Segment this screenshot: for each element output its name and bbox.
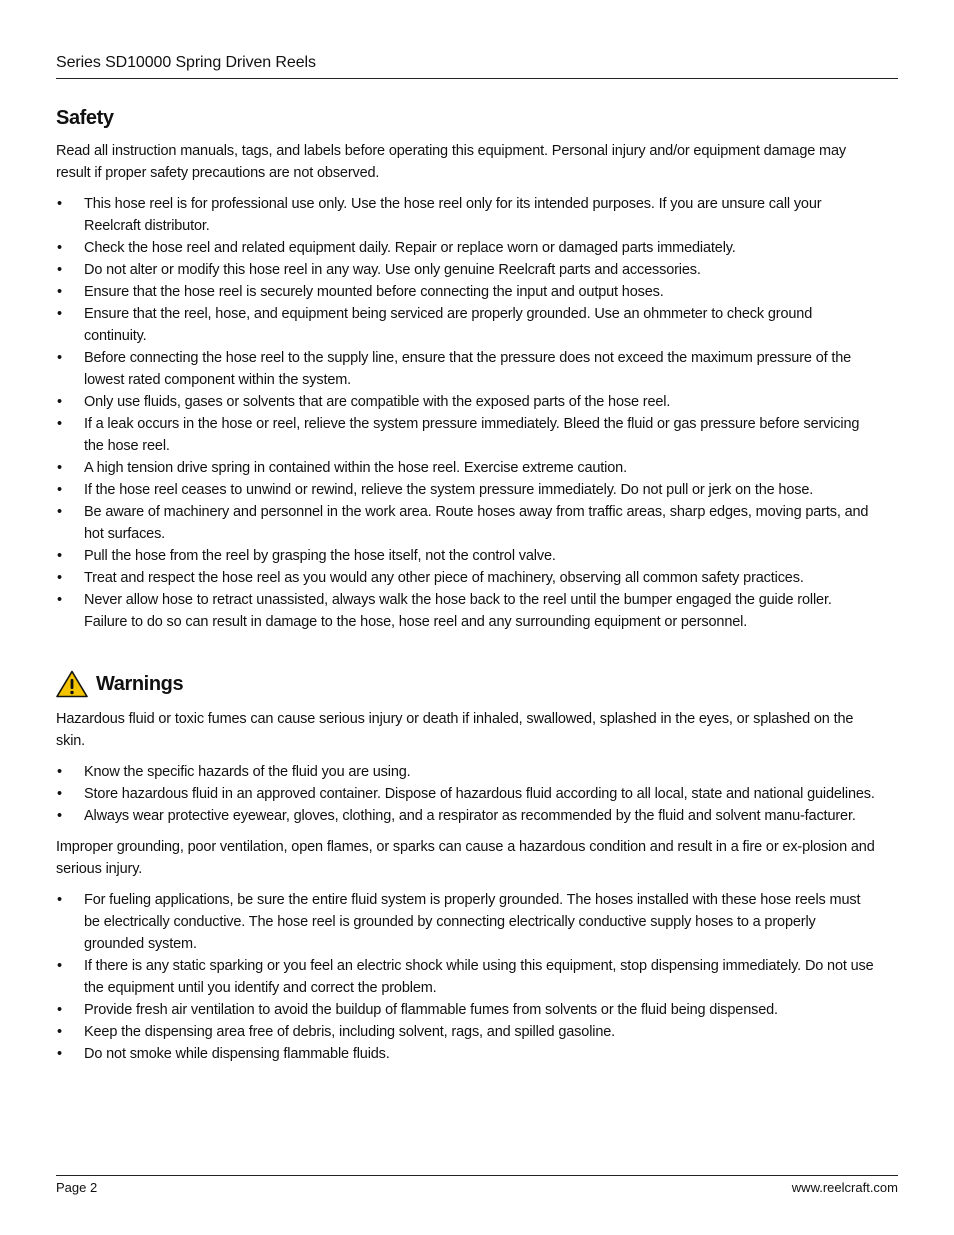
list-item [56, 1043, 876, 1065]
list-item-text: Treat and respect the hose reel as you would any other piece of machinery, observing all common safety practices. [84, 570, 804, 586]
list-item-text: Ensure that the hose reel is securely mounted before connecting the input and output hoses. [84, 284, 664, 300]
safety-intro: Read all instruction manuals, tags, and labels before operating this equipment. Personal injury and/or equipment damage may result if proper safety precautions are not observed. [56, 143, 846, 181]
bullet-icon: • [57, 1002, 62, 1018]
bullet-icon: • [57, 460, 62, 476]
warnings-heading-row [56, 670, 876, 698]
list-item-text: Never allow hose to retract unassisted, always walk the hose back to the reel until the bumper engaged the guide roller. Failure to do so can result in damage to the hose, hose reel and any surrounding equipment or personnel. [84, 592, 832, 630]
list-item [56, 999, 876, 1021]
list-item-text: Pull the hose from the reel by grasping the hose itself, not the control valve. [84, 548, 556, 564]
bullet-icon: • [57, 548, 62, 564]
list-item [56, 805, 876, 827]
list-item [56, 479, 876, 501]
list-item [56, 589, 876, 633]
list-item-text: Only use fluids, gases or solvents that are compatible with the exposed parts of the hose reel. [84, 394, 671, 410]
list-item [56, 237, 876, 259]
bullet-icon: • [57, 592, 62, 608]
list-item [56, 545, 876, 567]
list-item-text: A high tension drive spring in contained within the hose reel. Exercise extreme caution. [84, 460, 627, 476]
list-item-text: Always wear protective eyewear, gloves, clothing, and a respirator as recommended by the fluid and solvent manu-facturer. [84, 808, 856, 824]
list-item-text: Before connecting the hose reel to the supply line, ensure that the pressure does not exceed the maximum pressure of the lowest rated component within the system. [84, 350, 852, 388]
list-item [56, 391, 876, 413]
list-item [56, 889, 876, 955]
bullet-icon: • [57, 958, 62, 974]
bullet-icon: • [57, 808, 62, 824]
bullet-icon: • [57, 262, 62, 278]
list-item [56, 281, 876, 303]
warnings-intro-2: Improper grounding, poor ventilation, open flames, or sparks can cause a hazardous condition and result in a fire or ex-plosion and serious injury. [56, 839, 875, 877]
bullet-icon: • [57, 764, 62, 780]
list-item-text: Store hazardous fluid in an approved container. Dispose of hazardous fluid according to all local, state and national guidelines. [84, 786, 875, 802]
list-item-text: If the hose reel ceases to unwind or rewind, relieve the system pressure immediately. Do not pull or jerk on the hose. [84, 482, 814, 498]
bullet-icon: • [57, 570, 62, 586]
bullet-icon: • [57, 284, 62, 300]
footer-divider [56, 1175, 898, 1176]
warnings-intro: Hazardous fluid or toxic fumes can cause serious injury or death if inhaled, swallowed, splashed in the eyes, or splashed on the skin. [56, 711, 854, 749]
list-item [56, 501, 876, 545]
list-item [56, 347, 876, 391]
list-item-text: If there is any static sparking or you feel an electric shock while using this equipment, stop dispensing immediately. Do not use the equipment until you identify and correct the problem. [84, 958, 874, 996]
list-item [56, 457, 876, 479]
list-item-text: For fueling applications, be sure the entire fluid system is properly grounded. The hoses installed with these hose reels must be electrically conductive. The hose reel is grounded by connecting electrically conductive supply hoses to a properly grounded system. [84, 892, 861, 952]
bullet-icon: • [57, 350, 62, 366]
safety-heading: Safety [56, 107, 114, 129]
bullet-icon: • [57, 482, 62, 498]
safety-list [56, 193, 876, 633]
list-item [56, 193, 876, 237]
list-item-text: This hose reel is for professional use only. Use the hose reel only for its intended purposes. If you are unsure call your Reelcraft distributor. [84, 196, 822, 234]
warning-triangle-icon [56, 670, 88, 698]
bullet-icon: • [57, 1024, 62, 1040]
list-item-text: Provide fresh air ventilation to avoid the buildup of flammable fumes from solvents or the fluid being dispensed. [84, 1002, 778, 1018]
safety-section [56, 107, 876, 633]
bullet-icon: • [57, 1046, 62, 1062]
list-item-text: Keep the dispensing area free of debris, including solvent, rags, and spilled gasoline. [84, 1024, 616, 1040]
header-divider [56, 78, 898, 79]
list-item-text: Know the specific hazards of the fluid you are using. [84, 764, 411, 780]
list-item-text: Be aware of machinery and personnel in the work area. Route hoses away from traffic areas, sharp edges, moving parts, and hot surfaces. [84, 504, 869, 542]
list-item-text: Do not alter or modify this hose reel in any way. Use only genuine Reelcraft parts and accessories. [84, 262, 701, 278]
list-item [56, 761, 876, 783]
list-item-text: Check the hose reel and related equipment daily. Repair or replace worn or damaged parts immediately. [84, 240, 736, 256]
list-item [56, 955, 876, 999]
list-item-text: Ensure that the reel, hose, and equipment being serviced are properly grounded. Use an ohmmeter to check ground continuity. [84, 306, 813, 344]
list-item [56, 567, 876, 589]
page-header-title: Series SD10000 Spring Driven Reels [56, 54, 316, 71]
list-item [56, 303, 876, 347]
website-link[interactable]: www.reelcraft.com [791, 1180, 898, 1195]
warnings-list-2 [56, 889, 876, 1065]
list-item-text: If a leak occurs in the hose or reel, relieve the system pressure immediately. Bleed the fluid or gas pressure before servicing the hose reel. [84, 416, 860, 454]
bullet-icon: • [57, 306, 62, 322]
bullet-icon: • [57, 240, 62, 256]
bullet-icon: • [57, 504, 62, 520]
page-number: Page 2 [56, 1180, 98, 1195]
list-item-text: Do not smoke while dispensing flammable fluids. [84, 1046, 390, 1062]
bullet-icon: • [57, 892, 62, 908]
list-item [56, 1021, 876, 1043]
warnings-heading: Warnings [96, 672, 184, 695]
bullet-icon: • [57, 394, 62, 410]
list-item [56, 259, 876, 281]
list-item [56, 783, 876, 805]
bullet-icon: • [57, 786, 62, 802]
bullet-icon: • [57, 416, 62, 432]
warnings-list [56, 761, 876, 827]
list-item [56, 413, 876, 457]
bullet-icon: • [57, 196, 62, 212]
warnings-section [56, 670, 876, 1065]
